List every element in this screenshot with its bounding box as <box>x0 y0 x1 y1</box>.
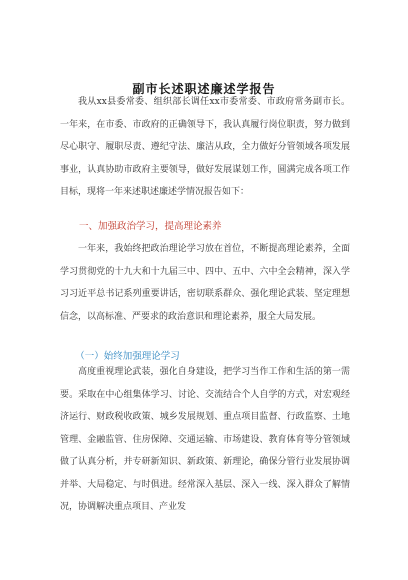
section-1-paragraph: 一年来，我始终把政治理论学习放在首位，不断提高理论素养，全面学习贯彻党的十九大和十九届三中、四中、五中、六中全会精神，深入学习习近平总书记系列重要讲话，密切联系群众、强化理论武装、坚定理想信念，以高标准、严要求的政治意识和理论素养，服全大局发展。 <box>60 244 350 322</box>
document-title: 副市长述职述廉述学报告 <box>132 82 276 96</box>
section-heading-1: 一、加强政治学习，提高理论素养 <box>79 221 222 232</box>
subsection-heading-1: （一）始终加强理论学习 <box>75 351 180 362</box>
subsection-1-paragraph: 高度重视理论武装，强化自身建设，把学习当作工作和生活的第一需要。采取在中心组集体学习、讨论、交流结合个人自学的方式，对宏观经济运行、财政税收政策、城乡发展规划、重点项目监督、行政监察、土地管理、金融监管、住房保障、交通运输、市场建设、教育体育等分管领域做了认真分析，并专研新知识、新政策、新理论，确保分管行业发展协调并举、大局稳定、与时俱进。经常深入基层、深入一线、深入群众了解情况，协调解决重点项目、产业发 <box>60 367 350 512</box>
intro-paragraph: 我从xx县委常委、组织部长调任xx市委常委、市政府常务副市长。一年来，在市委、市政府的正确领导下，我认真履行岗位职责，努力做到尽心职守、履职尽责、遵纪守法、廉洁从政，全力做好分管领域各项发展事业，认真协助市政府主要领导，做好发展谋划工作，圆满完成各项工作目标，现将一年来述职述廉述学情况报告如下： <box>60 97 350 197</box>
